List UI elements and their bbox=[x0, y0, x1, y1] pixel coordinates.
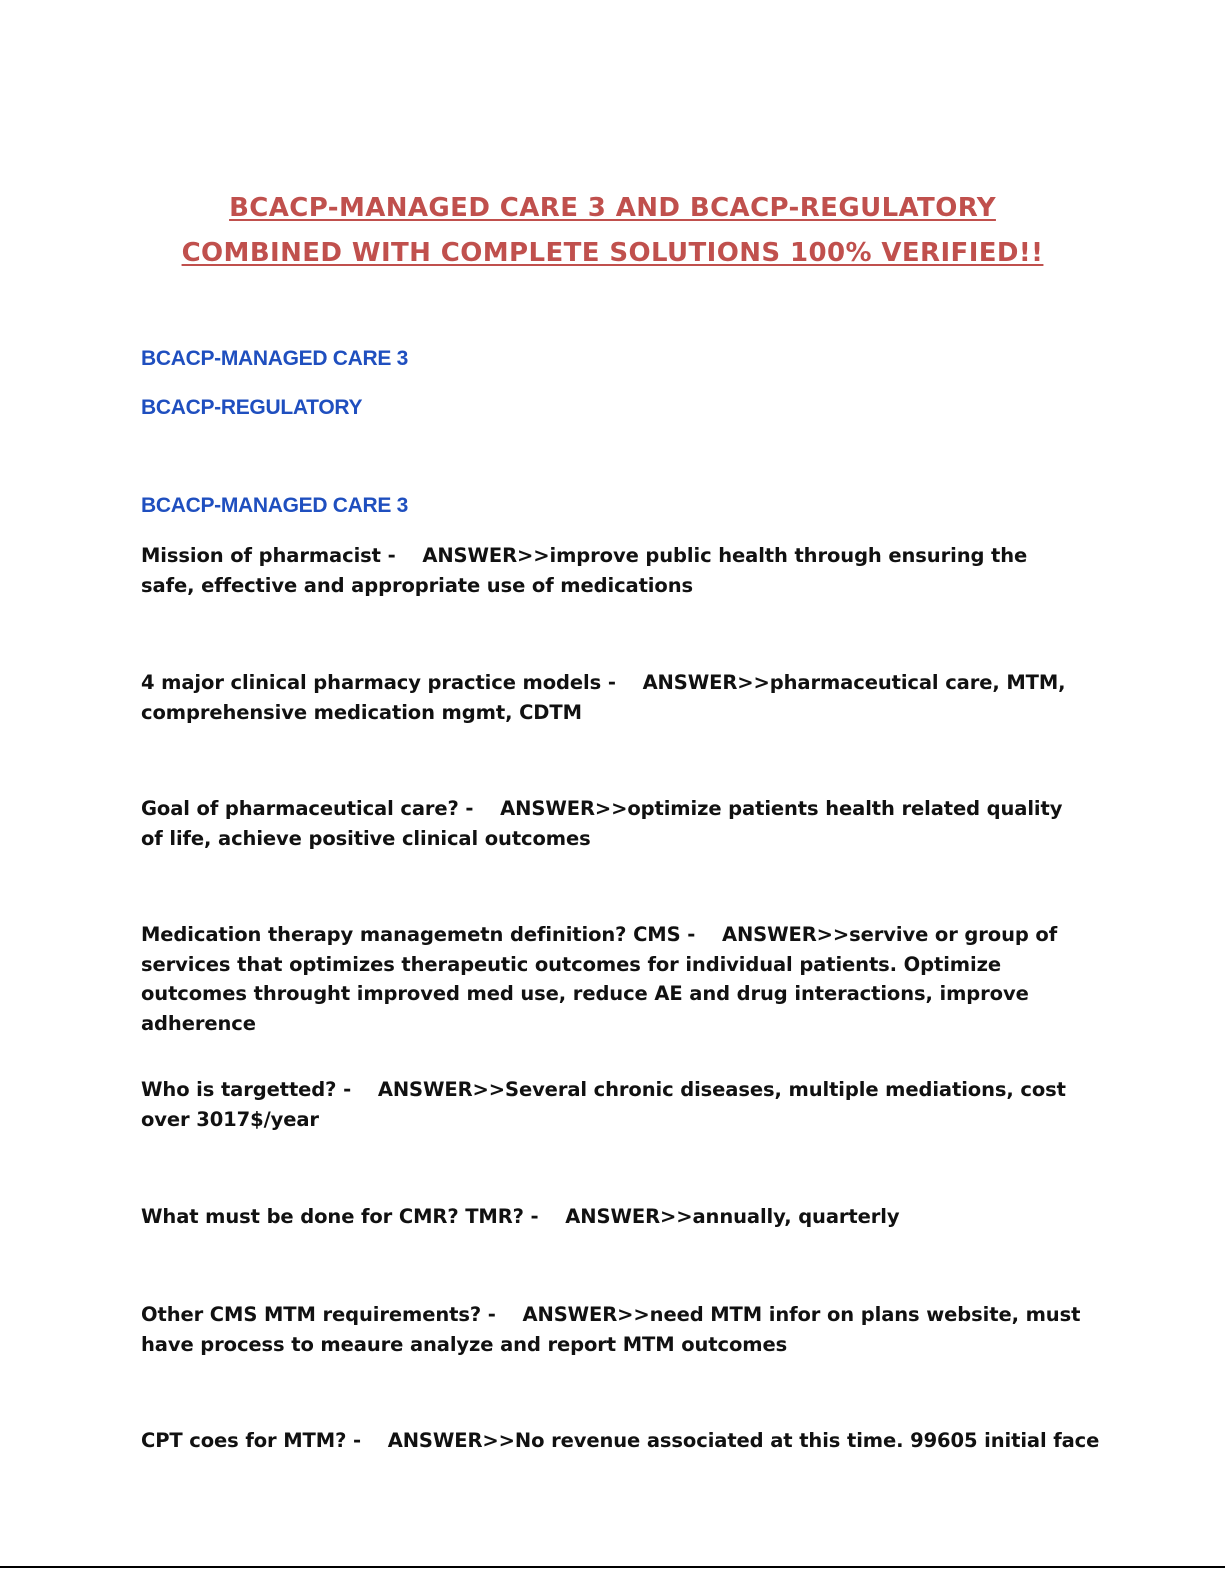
qa-answer: ANSWER>>need MTM infor on plans website, must have process to meaure analyze and report MTM outcomes bbox=[141, 1303, 1081, 1356]
qa-separator: - bbox=[481, 1303, 523, 1326]
qa-item bbox=[141, 541, 1081, 600]
qa-separator: - bbox=[380, 544, 423, 567]
qa-answer: ANSWER>>servive or group of services that optimizes therapeutic outcomes for individual patients. Optimize outcomes throught improved med use, reduce AE and drug interactions, improve adherence bbox=[141, 923, 1058, 1035]
qa-separator: - bbox=[458, 797, 501, 820]
section-heading: BCACP-MANAGED CARE 3 bbox=[141, 494, 409, 517]
page-bottom-divider bbox=[0, 1566, 1225, 1568]
qa-answer: ANSWER>>optimize patients health related quality of life, achieve positive clinical outcomes bbox=[141, 797, 1063, 850]
qa-answer: ANSWER>>improve public health through ensuring the safe, effective and appropriate use of medications bbox=[141, 544, 1028, 597]
qa-answer: ANSWER>>annually, quarterly bbox=[565, 1205, 900, 1228]
document-title-line-2: COMBINED WITH COMPLETE SOLUTIONS 100% VERIFIED!! bbox=[181, 238, 1044, 268]
toc-entry-regulatory: BCACP-REGULATORY bbox=[141, 396, 363, 419]
qa-answer: ANSWER>>Several chronic diseases, multiple mediations, cost over 3017$/year bbox=[141, 1078, 1066, 1131]
toc-entry-managed-care: BCACP-MANAGED CARE 3 bbox=[141, 347, 409, 370]
qa-question: Medication therapy managemetn definition? CMS bbox=[141, 923, 681, 946]
qa-item bbox=[141, 1300, 1081, 1359]
qa-separator: - bbox=[523, 1205, 566, 1228]
qa-question: Goal of pharmaceutical care? bbox=[141, 797, 459, 820]
qa-item bbox=[141, 794, 1081, 853]
document-title-line-1: BCACP-MANAGED CARE 3 AND BCACP-REGULATORY bbox=[229, 193, 996, 223]
qa-answer: ANSWER>>pharmaceutical care, MTM, comprehensive medication mgmt, CDTM bbox=[141, 671, 1066, 724]
qa-separator: - bbox=[601, 671, 643, 694]
qa-separator: - bbox=[680, 923, 722, 946]
qa-question: Other CMS MTM requirements? bbox=[141, 1303, 482, 1326]
qa-question: Mission of pharmacist bbox=[141, 544, 381, 567]
qa-item bbox=[141, 1202, 1081, 1232]
qa-item bbox=[141, 1426, 1101, 1456]
qa-question: What must be done for CMR? TMR? bbox=[141, 1205, 524, 1228]
qa-answer: ANSWER>>No revenue associated at this time. 99605 initial face bbox=[387, 1429, 1100, 1452]
qa-question: 4 major clinical pharmacy practice models bbox=[141, 671, 602, 694]
qa-item bbox=[141, 1075, 1081, 1134]
qa-question: Who is targetted? bbox=[141, 1078, 337, 1101]
qa-separator: - bbox=[346, 1429, 388, 1452]
qa-question: CPT coes for MTM? bbox=[141, 1429, 347, 1452]
qa-item bbox=[141, 668, 1081, 727]
qa-item bbox=[141, 920, 1086, 1038]
qa-separator: - bbox=[336, 1078, 378, 1101]
